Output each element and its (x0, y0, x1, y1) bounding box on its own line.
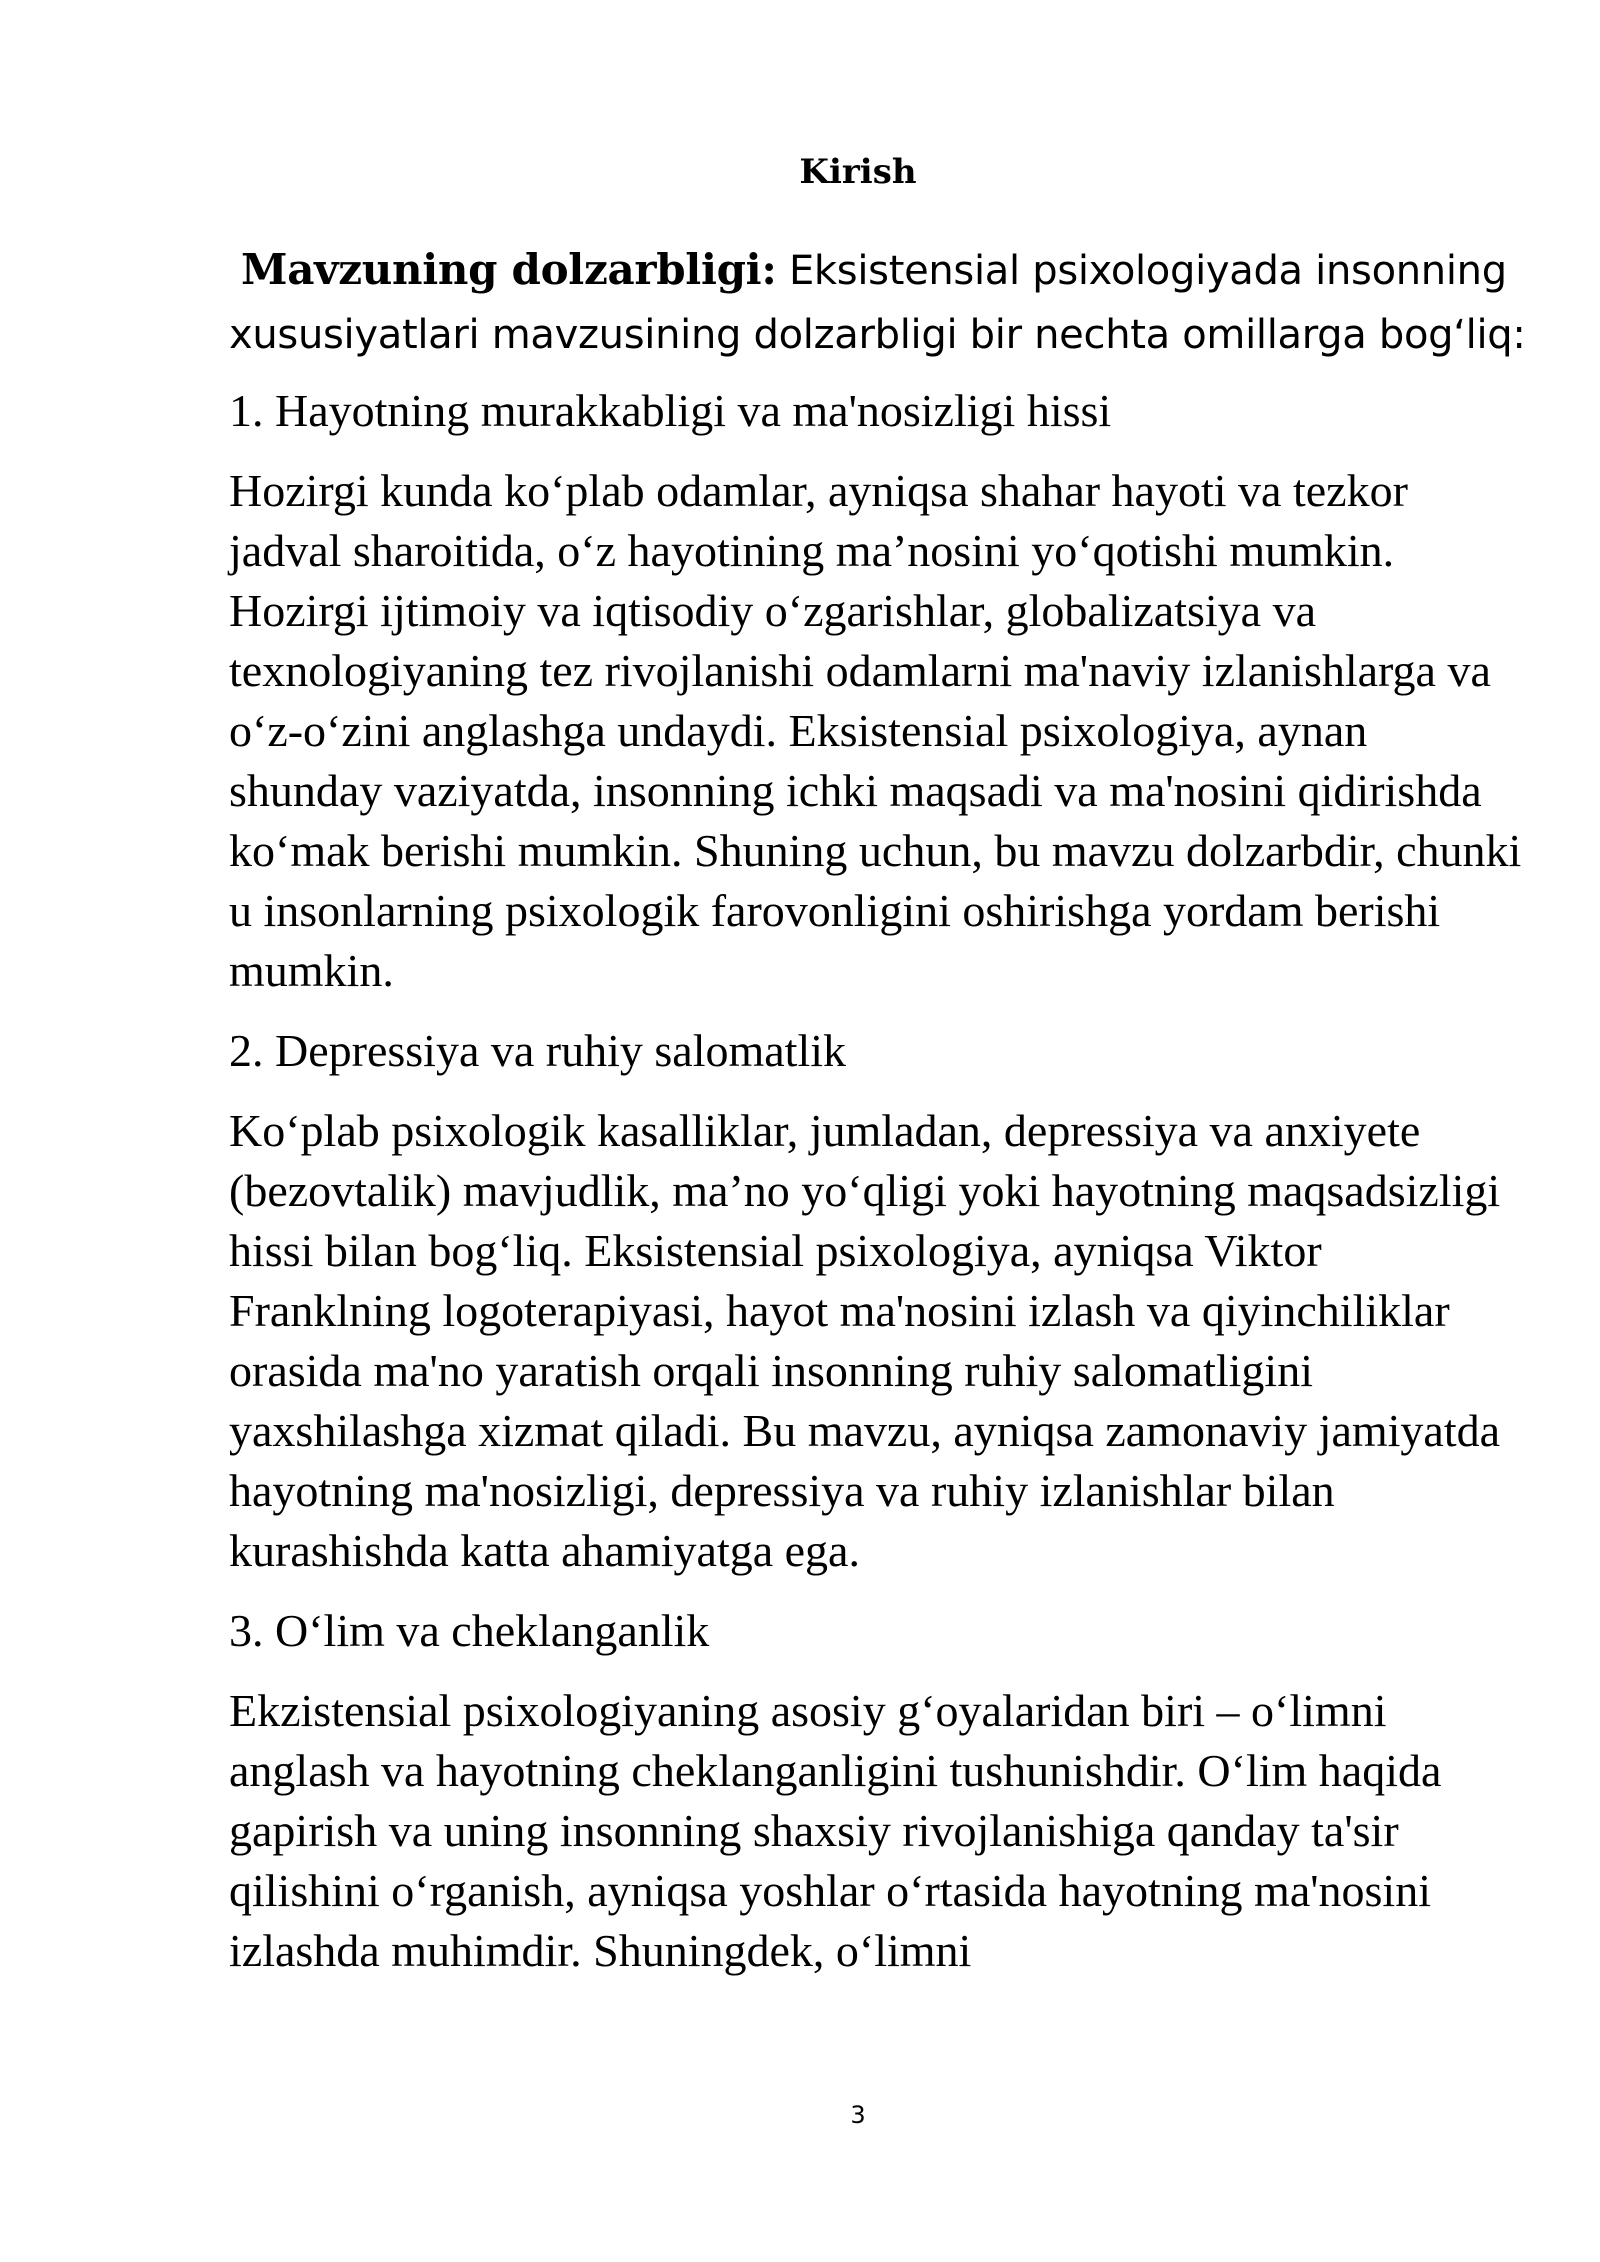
intro-paragraph (229, 238, 1529, 367)
document-body (229, 238, 1529, 2001)
section-heading-2: 2. Depressiya va ruhiy salomatlik (229, 1025, 847, 1076)
section-body-1: Hozirgi kunda ko‘plab odamlar, ayniqsa shahar hayoti va tezkor jadval sharoitida, o‘z hayotining ma’nosini yo‘qotishi mumkin. Hozirgi ijtimoiy va iqtisodiy o‘zgarishlar, globalizatsiya va texnologiyaning tez rivojlanishi odamlarni ma'naviy izlanishlarga va o‘z-o‘zini anglashga undaydi. Eksistensial psixologiya, aynan shunday vaziyatda, insonning ichki maqsadi va ma'nosini qidirishda ko‘mak berishi mumkin. Shuning uchun, bu mavzu dolzarbdir, chunki u insonlarning psixologik farovonligini oshirishga yordam berishi mumkin. (229, 465, 1522, 996)
section-body-2: Ko‘plab psixologik kasalliklar, jumladan, depressiya va anxiyete (bezovtalik) mavjudlik, ma’no yo‘qligi yoki hayotning maqsadsizligi hissi bilan bog‘liq. Eksistensial psixologiya, ayniqsa Viktor Franklning logoterapiyasi, hayot ma'nosini izlash va qiyinchiliklar orasida ma'no yaratish orqali insonning ruhiy salomatligini yaxshilashga xizmat qiladi. Bu mavzu, ayniqsa zamonaviy jamiyatda hayotning ma'nosizligi, depressiya va ruhiy izlanishlar bilan kurashishda katta ahamiyatga ega. (229, 1105, 1501, 1576)
section-body-3: Ekzistensial psixologiyaning asosiy g‘oyalaridan biri – o‘limni anglash va hayotning cheklanganligini tushunishdir. O‘lim haqida gapirish va uning insonning shaxsiy rivojlanishiga qanday ta'sir qilishini o‘rganish, ayniqsa yoshlar o‘rtasida hayotning ma'nosini izlashda muhimdir. Shuningdek, o‘limni (229, 1685, 1442, 1976)
intro-text: Eksistensial psixologiyada insonning xususiyatlari mavzusining dolzarbligi bir nechta omillarga bog‘liq: (229, 248, 1526, 358)
page-number: 3 (850, 2101, 866, 2129)
section-heading-3: 3. O‘lim va cheklanganlik (229, 1605, 710, 1656)
page-title: Kirish (799, 152, 917, 192)
section-heading-1: 1. Hayotning murakkabligi va ma'nosizligi hissi (229, 385, 1112, 436)
intro-lead: Mavzuning dolzarbligi: (241, 245, 777, 294)
